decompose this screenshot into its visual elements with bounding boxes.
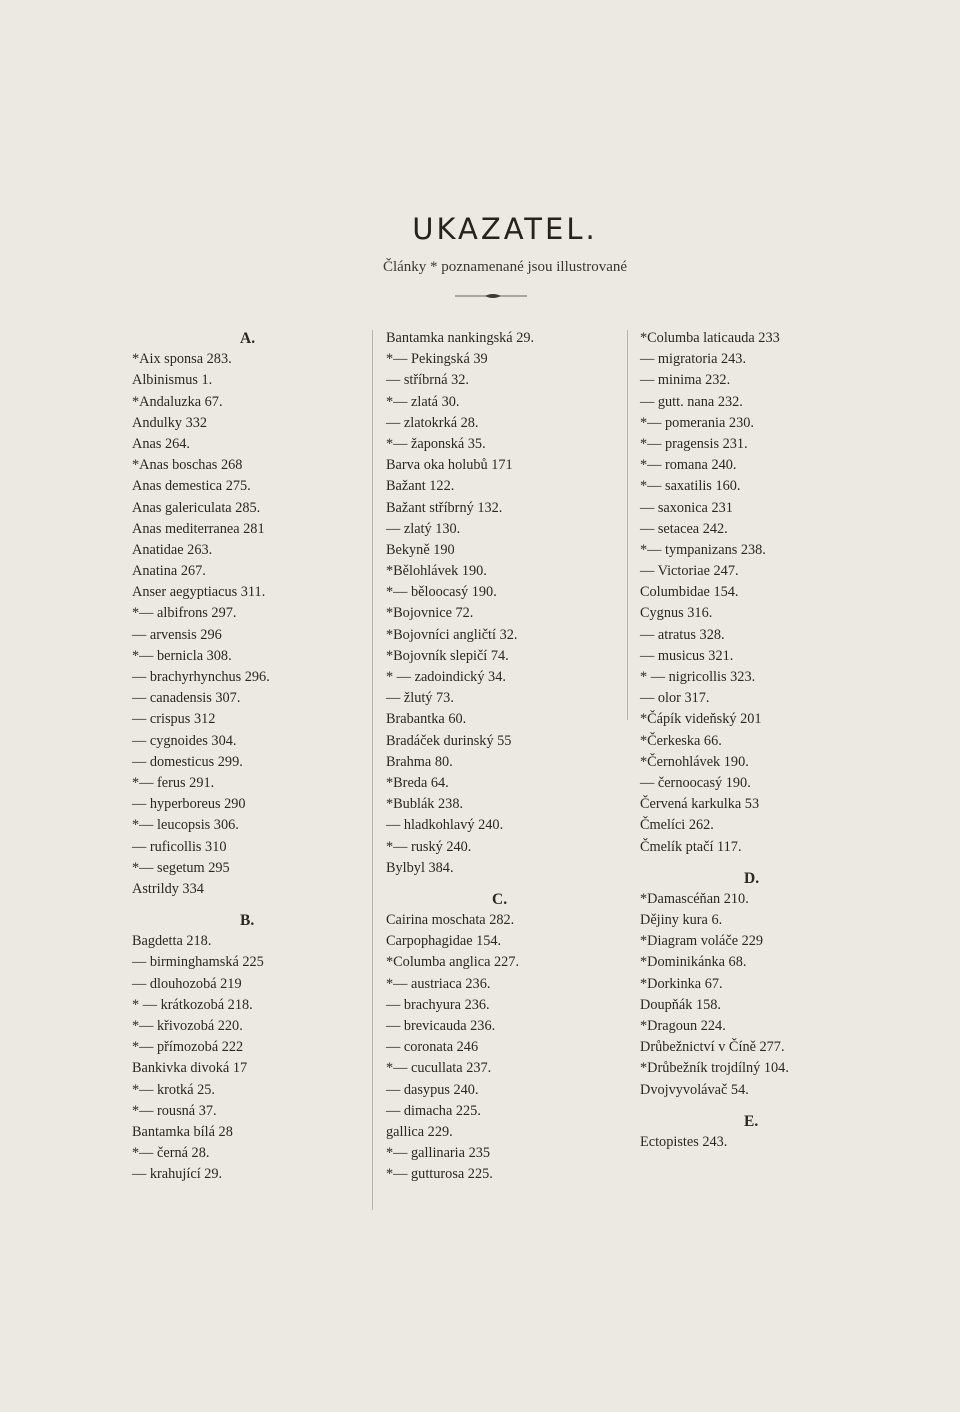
index-entry: — brachyrhynchus 296.	[132, 669, 270, 685]
index-entry: *Aix sponsa 283.	[132, 351, 232, 368]
index-entry: Anas galericulata 285.	[132, 499, 261, 516]
index-entry: *— tympanizans 238.	[640, 541, 766, 558]
index-entry: *Anas boschas 268	[132, 457, 243, 474]
index-entry: *— pomerania 230.	[640, 414, 754, 431]
index-entry: *Dorkinka 67.	[640, 975, 723, 992]
index-entry: *— leucopsis 306.	[132, 817, 239, 834]
index-entry: — zlatý 130.	[386, 520, 461, 537]
index-entry: — arvensis 296	[132, 626, 222, 643]
page-subtitle: Články * poznamenané jsou illustrované	[382, 259, 628, 275]
index-entry: Astrildy 334	[132, 880, 204, 897]
index-entry: *Bělohlávek 190.	[386, 563, 487, 580]
index-entry: Carpophagidae 154.	[386, 933, 502, 950]
index-entry: *Dominikánka 68.	[640, 954, 747, 971]
index-entry: — cygnoides 304.	[132, 732, 237, 749]
index-entry: *— cucullata 237.	[386, 1060, 492, 1077]
index-entry: *Dragoun 224.	[640, 1018, 726, 1034]
index-entry: *Breda 64.	[386, 774, 449, 791]
index-entry: *Bojovník slepičí 74.	[386, 647, 509, 664]
index-entry: — birminghamská 225	[132, 954, 264, 971]
index-entry: — musicus 321.	[640, 647, 734, 664]
index-entry: *— bernicla 308.	[132, 647, 232, 664]
index-entry: Bagdetta 218.	[132, 933, 212, 950]
index-entry: — ruficollis 310	[132, 838, 227, 855]
index-entry: Anas 264.	[132, 435, 190, 452]
index-entry: *Černohlávek 190.	[640, 753, 749, 770]
index-entry: *— pragensis 231.	[640, 435, 748, 452]
index-entry: Bekyně 190	[386, 541, 455, 558]
index-entry: *— zlatá 30.	[386, 393, 460, 410]
index-entry: Bažant stříbrný 132.	[386, 499, 503, 516]
index-entry: *— krotká 25.	[132, 1081, 215, 1098]
page-title: UKAZATEL.	[412, 212, 598, 246]
index-entry: Bradáček durinský 55	[386, 732, 512, 749]
section-gap	[640, 858, 850, 868]
index-entry: Columbidae 154.	[640, 584, 739, 601]
column-divider	[627, 330, 628, 720]
index-entry: — crispus 312	[132, 711, 216, 728]
section-heading: D.	[744, 869, 760, 887]
index-entry: *— rousná 37.	[132, 1102, 217, 1119]
index-entry: Anatidae 263.	[132, 541, 213, 558]
index-entry: Cairina moschata 282.	[386, 912, 515, 929]
index-entry: Anas mediterranea 281	[132, 520, 265, 537]
index-entry: — minima 232.	[640, 372, 731, 389]
index-entry: Anas demestica 275.	[132, 478, 251, 495]
index-entry: *Drůbežník trojdílný 104.	[640, 1060, 789, 1077]
index-entry: gallica 229.	[386, 1123, 453, 1140]
ornament-rule-icon	[455, 292, 527, 300]
index-entry: Drůbežnictví v Číně 277.	[640, 1039, 785, 1056]
index-entry: Anser aegyptiacus 311.	[132, 584, 266, 601]
index-entry: — coronata 246	[386, 1039, 479, 1056]
index-entry: — canadensis 307.	[132, 690, 241, 707]
index-entry: *— ruský 240.	[386, 838, 472, 855]
index-entry: — brachyura 236.	[386, 996, 490, 1013]
index-entry: Brahma 80.	[386, 753, 453, 770]
index-entry: — dlouhozobá 219	[132, 975, 242, 992]
index-entry: Dějiny kura 6.	[640, 912, 723, 929]
index-entry: *— černá 28.	[132, 1145, 210, 1162]
index-entry: *— gutturosa 225.	[386, 1166, 493, 1183]
index-entry: Čmelíci 262.	[640, 817, 714, 834]
index-entry: * — krátkozobá 218.	[132, 996, 253, 1013]
column-divider	[372, 330, 373, 1210]
index-entry: Čmelík ptačí 117.	[640, 838, 742, 855]
index-entry: Červená karkulka 53	[640, 796, 760, 813]
index-entry: * — zadoindický 34.	[386, 669, 506, 685]
index-entry: Ectopistes 243.	[640, 1133, 728, 1150]
index-entry: *Čerkeska 66.	[640, 732, 722, 749]
index-entry: *Diagram voláče 229	[640, 933, 764, 950]
section-gap	[640, 1101, 850, 1111]
index-entry: *Columba anglica 227.	[386, 954, 520, 971]
index-entry: — hladkohlavý 240.	[386, 817, 504, 834]
index-entry: — olor 317.	[640, 690, 710, 707]
index-entry: *Damascéňan 210.	[640, 890, 749, 907]
index-entry: — saxonica 231	[640, 499, 733, 516]
index-entry: *Čápík videňský 201	[640, 711, 762, 728]
index-column-2	[386, 328, 596, 1186]
index-entry: — migratoria 243.	[640, 351, 747, 368]
section-gap	[386, 879, 596, 889]
index-entry: *— albifrons 297.	[132, 605, 237, 622]
index-entry: Bankivka divoká 17	[132, 1060, 248, 1077]
index-entry: Andulky 332	[132, 414, 208, 431]
index-entry: *— segetum 295	[132, 859, 230, 876]
index-entry: — Victoriae 247.	[640, 563, 739, 580]
index-entry: — krahující 29.	[132, 1166, 223, 1183]
index-entry: * — nigricollis 323.	[640, 669, 756, 685]
index-entry: — hyperboreus 290	[132, 796, 246, 813]
index-entry: Albinismus 1.	[132, 372, 213, 389]
index-entry: — zlatokrká 28.	[386, 414, 479, 431]
section-heading: A.	[240, 330, 256, 347]
index-column-1	[132, 328, 342, 1186]
section-gap	[132, 900, 342, 910]
index-entry: *— přímozobá 222	[132, 1039, 244, 1056]
index-entry: *— ferus 291.	[132, 774, 215, 791]
index-entry: *— gallinaria 235	[386, 1145, 491, 1162]
index-entry: *— saxatilis 160.	[640, 478, 741, 495]
index-entry: — brevicauda 236.	[386, 1018, 496, 1034]
index-entry: Cygnus 316.	[640, 605, 713, 622]
index-entry: Barva oka holubů 171	[386, 457, 513, 474]
index-entry: — setacea 242.	[640, 520, 728, 537]
index-entry: Anatina 267.	[132, 563, 206, 580]
index-entry: — gutt. nana 232.	[640, 393, 743, 410]
index-column-3	[640, 328, 850, 1153]
index-entry: *Bojovníci angličtí 32.	[386, 626, 518, 643]
section-heading: E.	[744, 1112, 759, 1130]
section-heading: C.	[492, 890, 508, 908]
index-entry: *— žaponská 35.	[386, 435, 486, 452]
index-entry: — černoocasý 190.	[640, 774, 751, 791]
index-entry: Doupňák 158.	[640, 996, 722, 1013]
index-entry: — domesticus 299.	[132, 753, 243, 770]
index-entry: *— Pekingská 39	[386, 351, 488, 368]
index-entry: Bažant 122.	[386, 478, 455, 495]
index-entry: *Columba laticauda 233	[640, 330, 780, 346]
index-entry: *— křivozobá 220.	[132, 1018, 243, 1034]
index-entry: — stříbrná 32.	[386, 372, 469, 389]
index-entry: Bantamka bílá 28	[132, 1123, 233, 1140]
index-entry: — žlutý 73.	[386, 690, 454, 707]
index-entry: *Andaluzka 67.	[132, 393, 223, 410]
index-entry: *— austriaca 236.	[386, 975, 491, 992]
index-entry: Brabantka 60.	[386, 711, 467, 728]
index-entry: *Bojovnice 72.	[386, 605, 474, 622]
index-entry: *Bublák 238.	[386, 796, 464, 813]
index-entry: *— běloocasý 190.	[386, 584, 497, 601]
index-entry: Dvojvyvolávač 54.	[640, 1081, 749, 1098]
index-entry: Bylbyl 384.	[386, 859, 454, 876]
index-entry: — dimacha 225.	[386, 1102, 481, 1119]
index-entry: *— romana 240.	[640, 457, 737, 474]
index-entry: — atratus 328.	[640, 626, 725, 643]
section-heading: B.	[240, 912, 255, 930]
index-entry: Bantamka nankingská 29.	[386, 330, 535, 346]
index-entry: — dasypus 240.	[386, 1081, 479, 1098]
